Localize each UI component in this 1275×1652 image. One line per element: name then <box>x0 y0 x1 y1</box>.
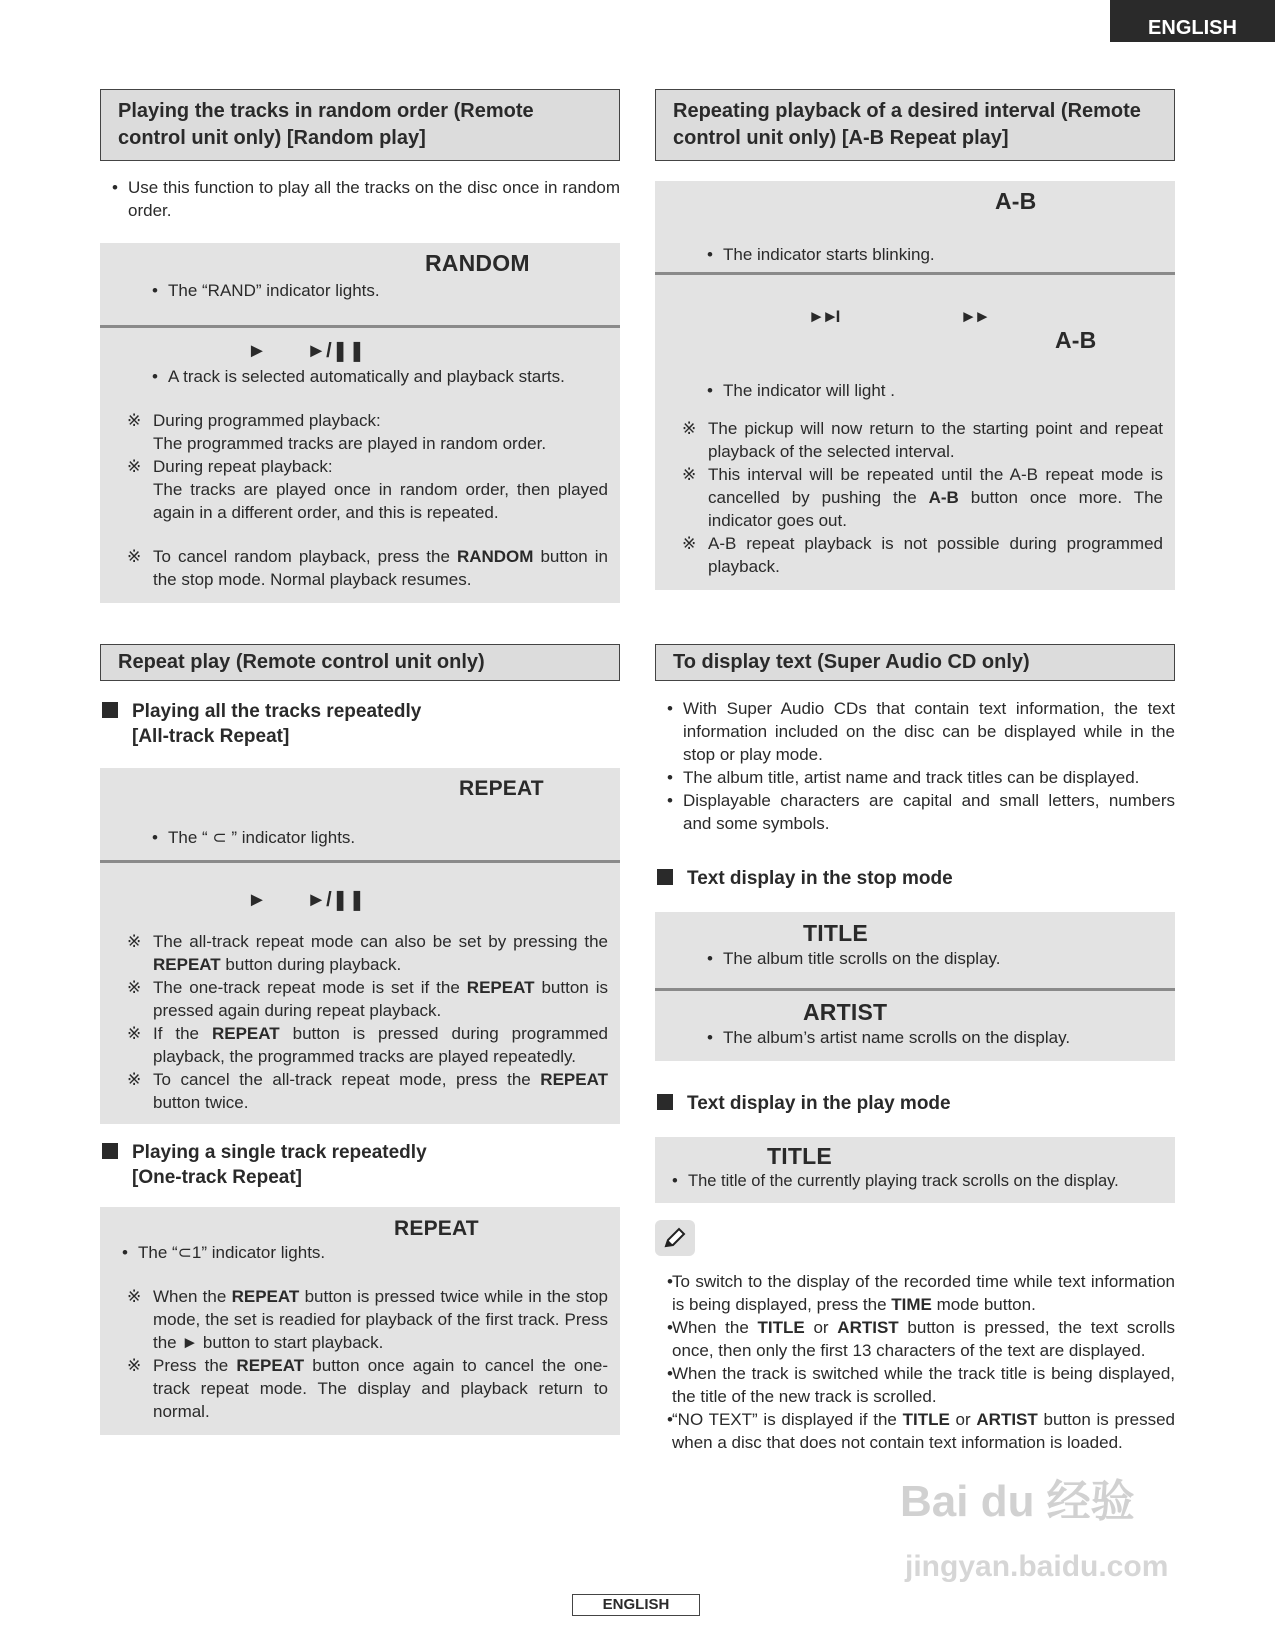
ab-note-3: ※ A-B repeat playback is not possible during programmed playback. <box>655 532 1175 578</box>
repeat-play-section <box>100 644 620 1435</box>
skip-forward-icon: ►►I <box>808 307 838 326</box>
pencil-note-icon <box>655 1220 695 1256</box>
one-track-bullet: • The “⊂1” indicator lights. <box>110 1241 620 1264</box>
language-tab: ENGLISH <box>1110 0 1275 42</box>
repeat-note-3: ※ If the REPEAT button is pressed during programmed playback, the programmed tracks are played repeatedly. <box>100 1022 620 1068</box>
all-track-repeat-heading: Playing all the tracks repeatedly [All-track Repeat] <box>100 699 620 749</box>
repeat-step1-box <box>100 768 620 860</box>
random-step2-box <box>100 328 620 603</box>
footer-language-label: ENGLISH <box>572 1594 700 1616</box>
text-display-heading: To display text (Super Audio CD only) <box>655 644 1175 681</box>
random-step2-bullet: • A track is selected automatically and playback starts. <box>140 365 620 388</box>
ab-step2-box <box>655 275 1175 590</box>
repeat-note-1: ※ The all-track repeat mode can also be set by pressing the REPEAT button during playback. <box>100 930 620 976</box>
repeat-key: REPEAT <box>459 777 544 800</box>
play-pause-icon: ►/❚❚ <box>306 889 366 911</box>
repeat-step2-box <box>100 863 620 1124</box>
ab-note-2: ※ This interval will be repeated until the A-B repeat mode is cancelled by pushing the A-B button once more. The indicator goes out. <box>655 463 1175 532</box>
play-title-bullet: • The title of the currently playing track scrolls on the display. <box>660 1170 1175 1193</box>
ab-step1-box <box>655 181 1175 272</box>
title-key: TITLE <box>803 920 868 946</box>
random-note-1: ※ During programmed playback: The programmed tracks are played in random order. <box>100 409 620 455</box>
ab-step1-bullet: • The indicator starts blinking. <box>695 243 935 266</box>
ab-key-2: A-B <box>1055 327 1097 353</box>
repeat-key-2: REPEAT <box>394 1217 479 1240</box>
text-bullet-1: • With Super Audio CDs that contain text information, the text information included on the disc can be displayed while in the stop or play mode. <box>655 697 1175 766</box>
tip-4: • “NO TEXT” is displayed if the TITLE or ARTIST button is pressed when a disc that does not contain text information is loaded. <box>655 1408 1175 1454</box>
one-track-box <box>100 1207 620 1435</box>
random-note-3: ※ To cancel random playback, press the RANDOM button in the stop mode. Normal playback resumes. <box>100 545 620 591</box>
random-intro: • Use this function to play all the tracks on the disc once in random order. <box>100 176 620 222</box>
one-track-repeat-heading: Playing a single track repeatedly [One-track Repeat] <box>100 1140 620 1190</box>
artist-key: ARTIST <box>803 999 888 1025</box>
watermark-logo: Bai du 经验 <box>900 1477 1135 1526</box>
fast-forward-icon: ►► <box>960 307 988 326</box>
repeat-note-4: ※ To cancel the all-track repeat mode, press the REPEAT button twice. <box>100 1068 620 1114</box>
tip-3: • When the track is switched while the track title is being displayed, the title of the new track is scrolled. <box>655 1362 1175 1408</box>
random-play-section <box>100 89 620 603</box>
ab-step2-bullet: • The indicator will light . <box>695 379 1175 402</box>
stop-title-bullet: • The album title scrolls on the display. <box>695 947 1175 970</box>
title-key-2: TITLE <box>767 1143 832 1169</box>
repeat-play-heading: Repeat play (Remote control unit only) <box>100 644 620 681</box>
stop-artist-box <box>655 991 1175 1061</box>
random-key: RANDOM <box>425 250 530 276</box>
stop-title-box <box>655 912 1175 988</box>
stop-artist-bullet: • The album’s artist name scrolls on the display. <box>695 1026 1175 1049</box>
random-note-2: ※ During repeat playback: The tracks are played once in random order, then played again in a different order, and this is repeated. <box>100 455 620 524</box>
play-icon: ► <box>247 340 267 362</box>
text-display-section <box>655 644 1175 1454</box>
one-track-note-2: ※ Press the REPEAT button once again to cancel the one-track repeat mode. The display and playback return to normal. <box>100 1354 620 1423</box>
tip-2: • When the TITLE or ARTIST button is pressed, the text scrolls once, then only the first 13 characters of the text are displayed. <box>655 1316 1175 1362</box>
play-buttons <box>100 340 620 362</box>
random-step1-box <box>100 243 620 325</box>
tip-1: • To switch to the display of the recorded time while text information is being displayed, press the TIME mode button. <box>655 1270 1175 1316</box>
ab-note-1: ※ The pickup will now return to the starting point and repeat playback of the selected interval. <box>655 417 1175 463</box>
play-title-box <box>655 1137 1175 1203</box>
text-bullet-3: • Displayable characters are capital and small letters, numbers and some symbols. <box>655 789 1175 835</box>
play-buttons <box>100 889 620 911</box>
stop-mode-heading: Text display in the stop mode <box>655 866 1175 891</box>
ab-key: A-B <box>995 188 1037 214</box>
play-icon: ► <box>247 889 267 911</box>
random-step1-bullet: • The “RAND” indicator lights. <box>140 279 380 302</box>
watermark-url: jingyan.baidu.com <box>905 1550 1169 1583</box>
play-mode-heading: Text display in the play mode <box>655 1091 1175 1116</box>
repeat-note-2: ※ The one-track repeat mode is set if the REPEAT button is pressed again during repeat playback. <box>100 976 620 1022</box>
text-bullet-2: • The album title, artist name and track titles can be displayed. <box>655 766 1175 789</box>
ab-repeat-section <box>655 89 1175 590</box>
play-pause-icon: ►/❚❚ <box>306 340 366 362</box>
ab-repeat-heading: Repeating playback of a desired interval (Remote control unit only) [A-B Repeat play] <box>655 89 1175 161</box>
random-play-heading: Playing the tracks in random order (Remote control unit only) [Random play] <box>100 89 620 161</box>
one-track-note-1: ※ When the REPEAT button is pressed twice while in the stop mode, the set is readied for playback of the first track. Press the ► button to start playback. <box>100 1285 620 1354</box>
repeat-step1-bullet: • The “ ⊂ ” indicator lights. <box>140 826 355 849</box>
